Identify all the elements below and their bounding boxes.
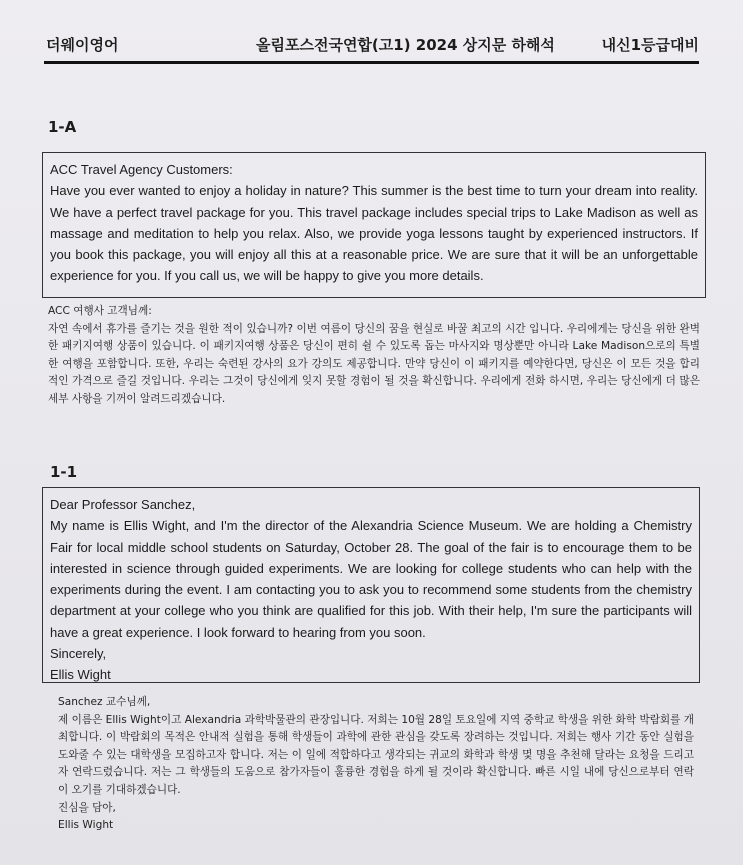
english-greeting-1-1: Dear Professor Sanchez, (50, 497, 196, 512)
korean-greeting-1a: ACC 여행사 고객님께: (48, 305, 152, 317)
korean-signature-1-1: Ellis Wight (58, 819, 114, 832)
header-tagline: 내신1등급대비 (601, 36, 699, 54)
english-body-1-1: My name is Ellis Wight, and I'm the director of the Alexandria Science Museum. We are holding a Chemistry Fair for local middle school students on Saturday, October 28. The goal of the fair is to encourage them to be interested in science through guided experiments. We are looking for college students who can help with the experiments during the event. I am contacting you to ask you to recommend some students from the chemistry department at your college who you think are qualified for this job. With their help, I'm sure the participants will have a great experience. I look forward to hearing from you soon. (50, 518, 692, 640)
english-letter-1-1 (42, 487, 700, 683)
korean-translation-1a (48, 303, 700, 409)
page-header (44, 34, 699, 56)
section-title-1-1: 1-1 (50, 463, 78, 481)
korean-closing-1-1: 진심을 담아, (58, 801, 116, 814)
english-closing-1-1: Sincerely, (50, 646, 107, 662)
korean-body-1a: 자연 속에서 휴가를 즐기는 것을 원한 적이 있습니까? 이번 여름이 당신의 꿈을 현실로 바꿀 최고의 시간 입니다. 우리에게는 당신을 위한 완벽한 패키지여행 상품이 있습니다. 이 패키지여행 상품은 당신이 편히 쉴 수 있도록 돕는 마사지와 명상뿐만 아니라 Lake Madison으로의 특별한 여행을 포함합니다. 또한, 우리는 숙련된 강사의 요가 강의도 제공합니다. 만약 당신이 이 패키지를 예약한다면, 당신은 이 모든 것을 합리 적인 가격으로 즐길 것입니다. 우리는 그것이 당신에게 잊지 못할 경험이 될 것을 확신합니다. 우리에게 전화 하시면, 우리는 당신에게 더 많은 세부 사항을 기꺼이 알려드리겠습니다. (48, 322, 700, 405)
english-body-1a: Have you ever wanted to enjoy a holiday in nature? This summer is the best time to turn your dream into reality. We have a perfect travel package for you. This travel package includes special trips to Lake Madison as well as massage and meditation to help you relax. Also, we provide yoga lessons taught by experienced instructors. If you book this package, you will enjoy all this at a reasonable price. We are sure that it will be an unforgettable experience for you. If you call us, we will be happy to give you more details. (50, 183, 698, 284)
header-title: 올림포스전국연합(고1) 2024 상지문 하해석 (256, 36, 555, 54)
section-title-1a: 1-A (48, 118, 77, 136)
korean-translation-1-1 (58, 694, 694, 835)
header-divider (44, 61, 699, 64)
english-greeting-1a: ACC Travel Agency Customers: (50, 162, 233, 177)
english-passage-1a (42, 152, 706, 298)
korean-body-1-1: 제 이름은 Ellis Wight이고 Alexandria 과학박물관의 관장입니다. 저희는 10월 28일 토요일에 지역 중학교 학생을 위한 화학 박람회를 개최합니다. 이 박람회의 목적은 안내적 실험을 통해 학생들이 과학에 관한 관심을 갖도록 장려하는 것입니다. 저희는 행사 기간 동안 실험을 도와줄 수 있는 대학생을 모집하고자 합니다. 저는 이 일에 적합하다고 생각되는 귀교의 화학과 학생 몇 명을 추천해 달라는 요청을 드리고자 연락드렸습니다. 저는 그 학생들의 도움으로 참가자들이 훌륭한 경험을 하게 될 것이라 확신합니다. 빠른 시일 내에 당신으로부터 연락이 오기를 기대하겠습니다. (58, 713, 694, 796)
korean-greeting-1-1: Sanchez 교수님께, (58, 696, 151, 708)
english-signature-1-1: Ellis Wight (50, 667, 111, 683)
header-publisher: 더웨이영어 (46, 36, 119, 54)
